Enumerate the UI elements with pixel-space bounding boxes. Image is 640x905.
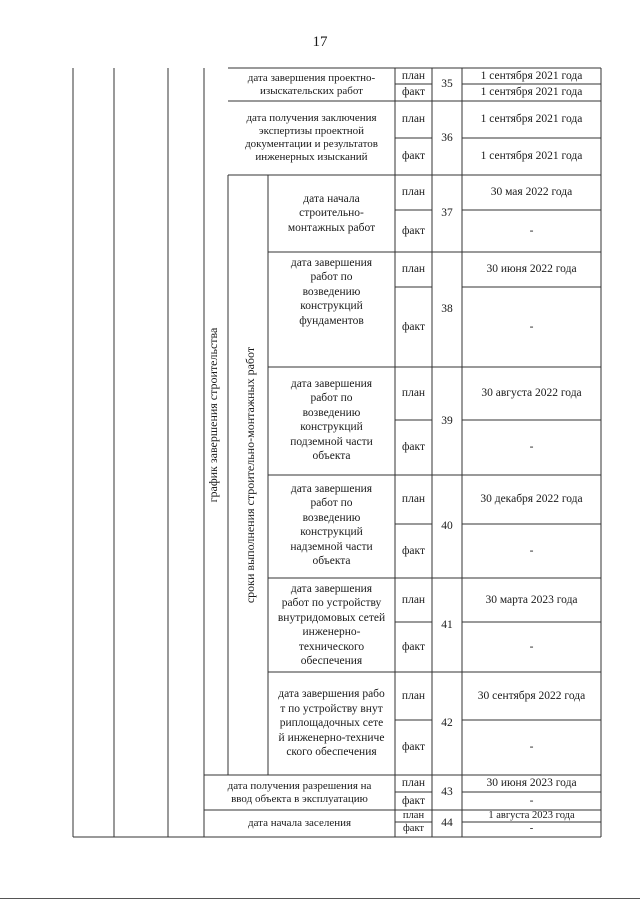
plan-value: 1 августа 2023 года: [488, 809, 575, 821]
plan-label: план: [401, 113, 426, 126]
row-number: 37: [441, 207, 453, 220]
row-name: дата начала заселения: [247, 817, 352, 829]
fact-label: факт: [401, 741, 426, 754]
row-number: 44: [441, 817, 453, 830]
plan-label: план: [401, 263, 426, 276]
plan-label: план: [401, 689, 426, 702]
fact-label: факт: [401, 640, 426, 653]
row-number: 42: [441, 717, 453, 730]
plan-label: план: [401, 69, 426, 82]
plan-value: 30 июня 2023 года: [486, 777, 577, 790]
plan-value: 30 сентября 2022 года: [477, 689, 586, 702]
plan-label: план: [401, 493, 426, 506]
row-name: дата получения заключения экспертизы проектной документации и результатов инженерных изысканий: [245, 112, 378, 163]
row-number: 40: [441, 520, 453, 533]
fact-label: факт: [401, 794, 426, 807]
fact-value: -: [529, 640, 534, 653]
row-name: дата завершения работ по возведению конструкций фундаментов: [290, 256, 373, 327]
plan-label: план: [401, 777, 426, 790]
plan-value: 1 сентября 2021 года: [480, 69, 583, 82]
row-number: 35: [441, 78, 453, 91]
fact-label: факт: [401, 150, 426, 163]
vertical-label-construction-schedule: график завершения строительства: [206, 327, 220, 503]
plan-label: план: [401, 593, 426, 606]
page-bottom-rule: [0, 898, 640, 899]
fact-value: -: [529, 741, 534, 754]
fact-label: факт: [401, 441, 426, 454]
row-number: 38: [441, 303, 453, 316]
fact-value: -: [529, 320, 534, 333]
row-number: 43: [441, 786, 453, 799]
fact-value: -: [529, 224, 534, 237]
plan-label: план: [401, 387, 426, 400]
plan-value: 30 августа 2022 года: [481, 387, 582, 400]
fact-value: -: [529, 794, 534, 807]
fact-label: факт: [401, 544, 426, 557]
plan-value: 30 июня 2022 года: [486, 263, 577, 276]
row-number: 41: [441, 618, 453, 631]
fact-value: 1 сентября 2021 года: [480, 86, 583, 99]
fact-value: -: [529, 823, 534, 835]
plan-value: 30 марта 2023 года: [485, 593, 578, 606]
plan-value: 30 мая 2022 года: [490, 186, 573, 199]
row-number: 39: [441, 414, 453, 427]
fact-label: факт: [401, 86, 426, 99]
vertical-label-works-terms: сроки выполнения строительно-монтажных работ: [243, 346, 257, 604]
row-name: дата завершения работ по возведению конструкций подземной части объекта: [290, 377, 373, 462]
plan-label: план: [401, 186, 426, 199]
plan-label: план: [402, 809, 425, 821]
row-name: дата начала строительно-монтажных работ: [287, 192, 376, 234]
fact-label: факт: [402, 823, 424, 835]
row-name: дата завершения проектно-изыскательских работ: [247, 71, 376, 97]
plan-value: 30 декабря 2022 года: [480, 493, 583, 506]
fact-value: -: [529, 441, 534, 454]
fact-value: -: [529, 544, 534, 557]
fact-label: факт: [401, 224, 426, 237]
fact-value: 1 сентября 2021 года: [480, 150, 583, 163]
row-number: 36: [441, 131, 453, 144]
fact-label: факт: [401, 320, 426, 333]
row-name: дата завершения работ по устройству внутридомовых сетей инженерно-технического обеспечения: [277, 582, 386, 667]
row-name: дата завершения работ по возведению конструкций надземной части объекта: [290, 482, 373, 567]
page-number: 17: [312, 34, 328, 50]
plan-value: 1 сентября 2021 года: [480, 113, 583, 126]
row-name: дата завершения работ по устройству внутриплощадочных сетей инженерно-технического обеспечения: [278, 688, 385, 759]
row-name: дата получения разрешения на ввод объекта в эксплуатацию: [227, 779, 372, 805]
